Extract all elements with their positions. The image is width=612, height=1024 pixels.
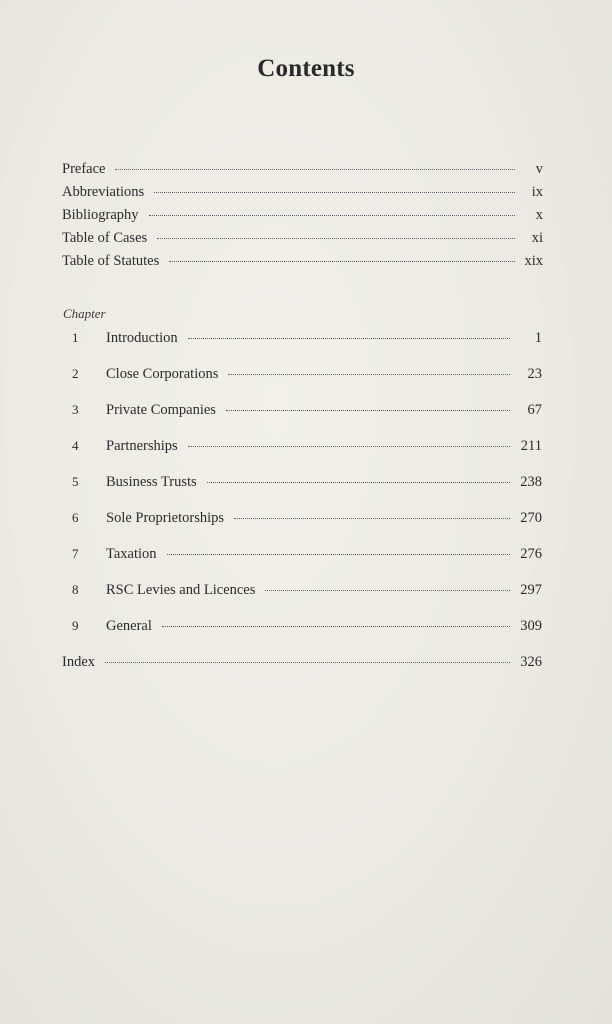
chapter-page: 23 [527,366,542,382]
toc-chapter-2[interactable] [72,365,542,383]
chapter-title: Business Trusts [106,474,197,490]
toc-chapter-3[interactable] [72,401,542,419]
chapter-title: Sole Proprietorships [106,510,225,526]
toc-entry-page: xi [531,230,543,246]
chapter-page: 276 [520,546,542,562]
chapter-number: 5 [72,474,79,489]
chapter-page: 238 [520,474,542,490]
chapter-column-heading: Chapter [63,306,106,321]
toc-entry-index[interactable] [62,653,542,671]
dot-leader [105,662,510,663]
chapter-number: 7 [72,546,79,561]
dot-leader [228,374,510,375]
chapter-number: 2 [72,366,79,381]
toc-entry-page: xix [524,253,543,269]
toc-entry-label: Table of Statutes [62,253,160,269]
toc-entry-label: Abbreviations [62,184,145,200]
toc-entry-label: Index [62,654,96,670]
toc-chapter-8[interactable] [72,581,542,599]
toc-entry-preface[interactable] [62,160,543,178]
chapter-number: 9 [72,618,79,633]
dot-leader [207,482,510,483]
toc-entry-page: x [535,207,543,223]
chapter-page: 309 [520,618,542,634]
toc-entry-label: Bibliography [62,207,139,223]
chapter-page: 67 [527,402,542,418]
dot-leader [167,554,510,555]
chapter-title: Private Companies [106,402,216,418]
toc-entry-abbreviations[interactable] [62,183,543,201]
toc-entry-label: Preface [62,161,106,177]
page-title: Contents [257,55,355,82]
dot-leader [162,626,510,627]
dot-leader [149,215,515,216]
toc-chapter-9[interactable] [72,617,542,635]
dot-leader [234,518,510,519]
toc-chapter-5[interactable] [72,473,542,491]
dot-leader [154,192,515,193]
chapter-number: 1 [72,330,79,345]
toc-entry-label: Table of Cases [62,230,148,246]
chapter-number: 6 [72,510,79,525]
toc-chapter-1[interactable] [72,329,542,347]
chapter-number: 3 [72,402,79,417]
toc-entry-page: ix [531,184,543,200]
toc-chapter-7[interactable] [72,545,542,563]
chapter-page: 270 [520,510,542,526]
dot-leader [188,338,510,339]
dot-leader [226,410,510,411]
toc-entry-page: 326 [520,654,542,670]
dot-leader [169,261,515,262]
chapter-title: Partnerships [106,438,178,454]
toc-chapter-4[interactable] [72,437,542,455]
toc-chapter-6[interactable] [72,509,542,527]
chapter-title: Close Corporations [106,366,219,382]
toc-entry-table-of-statutes[interactable] [62,252,543,270]
dot-leader [115,169,515,170]
chapter-number: 8 [72,582,79,597]
chapter-title: Taxation [106,546,157,562]
toc-entry-bibliography[interactable] [62,206,543,224]
dot-leader [265,590,510,591]
chapter-title: General [106,618,152,634]
dot-leader [157,238,515,239]
chapter-page: 211 [520,438,542,454]
toc-entry-page: v [535,161,543,177]
chapter-title: Introduction [106,330,178,346]
chapter-page: 297 [520,582,542,598]
chapter-number: 4 [72,438,79,453]
dot-leader [188,446,510,447]
toc-entry-table-of-cases[interactable] [62,229,543,247]
chapter-title: RSC Levies and Licences [106,582,256,598]
chapter-page: 1 [534,330,542,346]
